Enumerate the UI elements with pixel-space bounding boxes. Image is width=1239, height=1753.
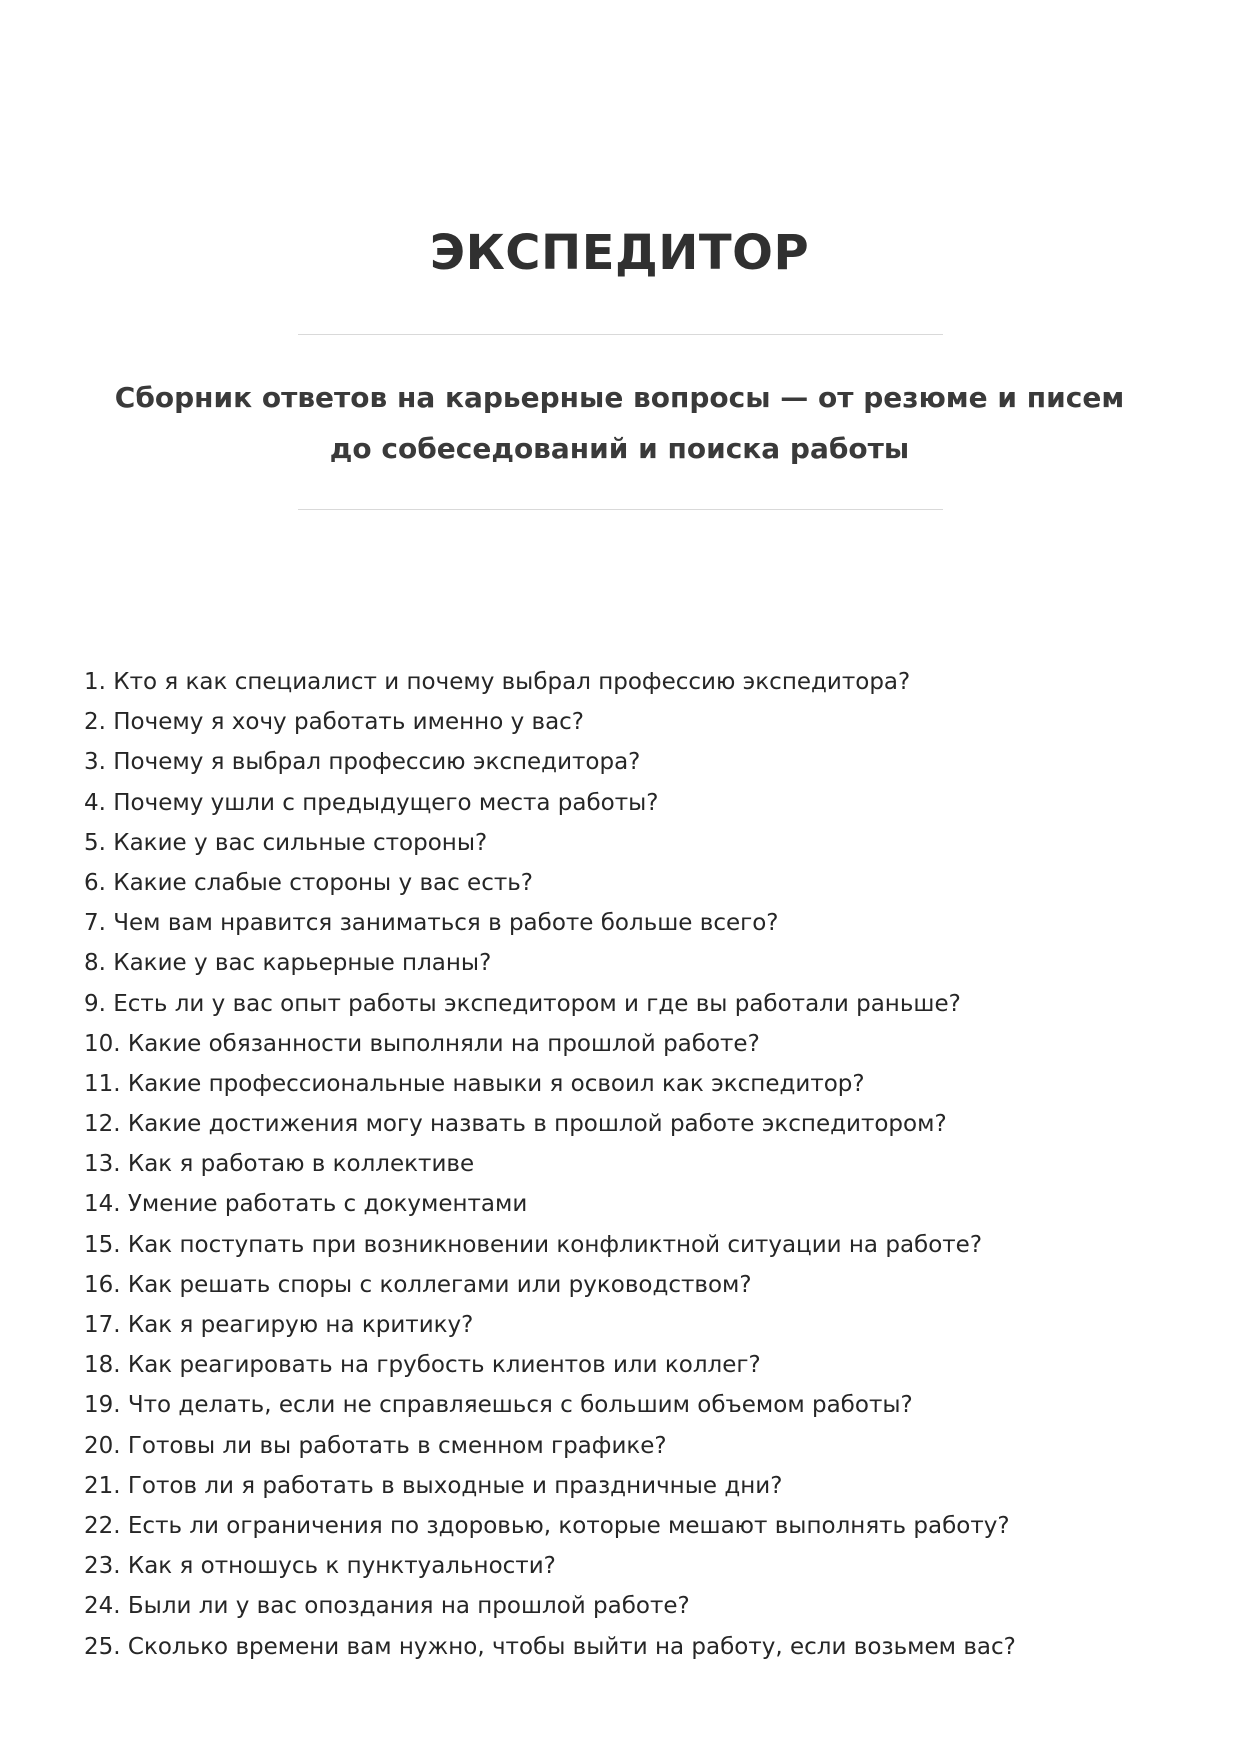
question-item: 10. Какие обязанности выполняли на прошлой работе? [84,1030,760,1057]
question-item: 19. Что делать, если не справляешься с большим объемом работы? [84,1392,913,1419]
question-item: 21. Готов ли я работать в выходные и праздничные дни? [84,1472,783,1499]
question-item: 8. Какие у вас карьерные планы? [84,950,492,977]
question-item: 15. Как поступать при возникновении конфликтной ситуации на работе? [84,1231,983,1258]
question-item: 2. Почему я хочу работать именно у вас? [84,709,585,736]
question-item: 22. Есть ли ограничения по здоровью, которые мешают выполнять работу? [84,1512,1010,1539]
question-item: 20. Готовы ли вы работать в сменном графике? [84,1432,667,1459]
question-item: 1. Кто я как специалист и почему выбрал профессию экспедитора? [84,669,911,695]
bottom-divider [298,509,943,510]
question-item: 16. Как решать споры с коллегами или руководством? [84,1271,752,1298]
question-item: 25. Сколько времени вам нужно, чтобы выйти на работу, если возьмем вас? [84,1633,1016,1660]
document-subtitle: Сборник ответов на карьерные вопросы — от резюме и писем до собеседований и поиска работы [114,381,1125,465]
question-item: 13. Как я работаю в коллективе [84,1151,475,1178]
top-divider [298,334,943,335]
question-item: 23. Как я отношусь к пунктуальности? [84,1553,556,1580]
question-item: 14. Умение работать с документами [84,1191,528,1218]
question-item: 24. Были ли у вас опоздания на прошлой работе? [84,1593,690,1620]
question-item: 4. Почему ушли с предыдущего места работы? [84,789,659,816]
question-item: 3. Почему я выбрал профессию экспедитора? [84,749,641,776]
question-item: 9. Есть ли у вас опыт работы экспедитором и где вы работали раньше? [84,990,961,1017]
question-item: 6. Какие слабые стороны у вас есть? [84,869,534,896]
question-item: 11. Какие профессиональные навыки я освоил как экспедитор? [84,1070,865,1097]
document-title: ЭКСПЕДИТОР [429,225,810,282]
question-item: 12. Какие достижения могу назвать в прошлой работе экспедитором? [84,1111,947,1138]
question-item: 5. Какие у вас сильные стороны? [84,829,488,856]
question-item: 18. Как реагировать на грубость клиентов или коллег? [84,1352,761,1379]
question-list [84,662,1164,1667]
question-item: 7. Чем вам нравится заниматься в работе больше всего? [84,910,779,937]
question-item: 17. Как я реагирую на критику? [84,1312,474,1338]
